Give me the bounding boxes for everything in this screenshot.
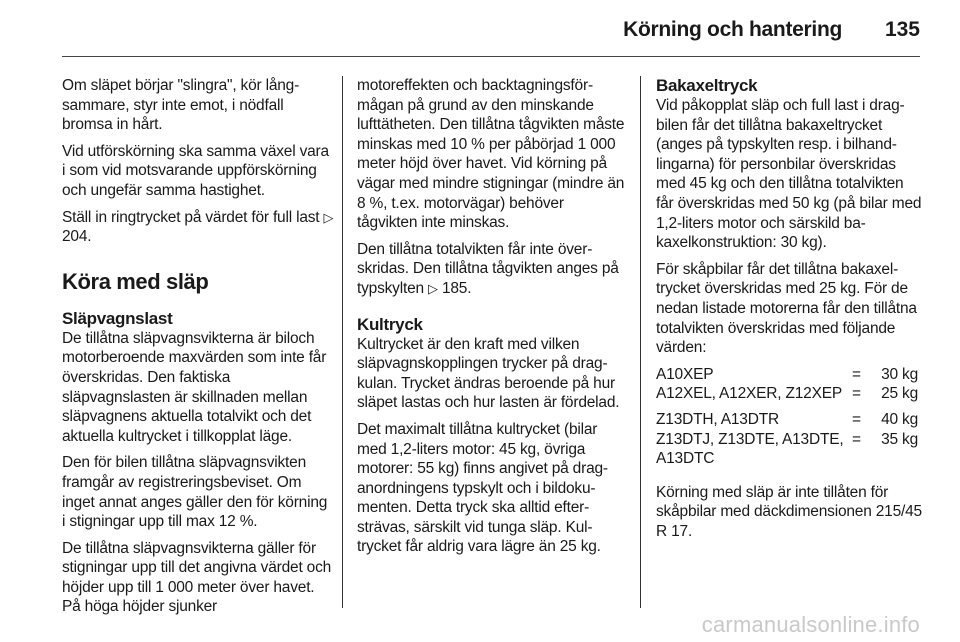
header-divider bbox=[62, 56, 920, 57]
engine-model: A10XEP bbox=[656, 365, 714, 383]
column-divider bbox=[640, 76, 641, 608]
paragraph-text: . bbox=[87, 228, 92, 246]
paragraph: Vid utförskörning ska samma växel vara i som vid motsvarande uppförskörning och ungefär samma hastighet. bbox=[62, 142, 329, 199]
equals-sign: = bbox=[852, 430, 861, 448]
subsection-heading: Kultryck bbox=[357, 314, 423, 334]
paragraph: Körning med släp är inte tillåten för skåpbilar med däckdimensionen 215/45 R 17. bbox=[656, 483, 922, 540]
paragraph bbox=[62, 208, 334, 247]
page-reference-link[interactable]: 204 bbox=[62, 228, 88, 246]
paragraph: motoreffekten och backtagningsförmågan på grund av den minskande lufttätheten. Den tillåtna tågvikten måste minskas med 10 % per påbörjad 1 000 meter höjd över havet. Vid körning på vägar med mindre stigningar (mindre än 8 %, t.ex. motorvägar) behöver tågvikten inte minskas. bbox=[357, 77, 625, 232]
section-heading: Köra med släp bbox=[62, 268, 209, 294]
watermark: carmanualsonline.info bbox=[701, 612, 920, 637]
page-number: 135 bbox=[884, 18, 920, 41]
weight-value: 35 kg bbox=[881, 430, 918, 448]
table-row bbox=[656, 430, 918, 469]
engine-model: Z13DTH, A13DTR bbox=[656, 410, 779, 428]
table-row bbox=[656, 404, 918, 430]
paragraph: Kultrycket är den kraft med vilken släpvagnskopplingen trycker på dragkulan. Trycket ändras beroende på hur släpet lastas och hur lasten är fördelad. bbox=[357, 335, 620, 412]
paragraph-text: Den tillåtna totalvikten får inte överskridas. Den tillåtna tågvikten anges på typskylten bbox=[357, 240, 619, 297]
subsection-heading: Bakaxeltryck bbox=[656, 76, 758, 95]
page-reference-link[interactable]: 185 bbox=[441, 279, 468, 297]
paragraph-text: Ställ in ringtrycket på värdet för full last bbox=[62, 208, 324, 226]
weight-value: 40 kg bbox=[881, 410, 918, 428]
table-row bbox=[656, 384, 918, 404]
equals-sign: = bbox=[852, 385, 861, 403]
subsection-heading: Släpvagnslast bbox=[62, 308, 173, 328]
engine-model: Z13DTJ, Z13DTE, A13DTE, A13DTC bbox=[656, 430, 844, 468]
engine-model: A12XEL, A12XER, Z12XEP bbox=[656, 385, 843, 403]
paragraph: Om släpet börjar "slingra", kör långsammare, styr inte emot, i nödfall bromsa in hårt. bbox=[62, 77, 300, 134]
paragraph: Den för bilen tillåtna släpvagnsvikten framgår av registreringsbeviset. Om inget annat anges gäller den för körning i stigningar upp till max 12 %. bbox=[62, 454, 328, 531]
column-middle bbox=[357, 76, 627, 564]
page-reference-arrow-icon: ▷ bbox=[323, 209, 334, 225]
paragraph: De tillåtna släpvagnsvikterna är biloch motorberoende maxvärden som inte får överskridas. Den faktiska släpvagnslasten är skillnaden mellan släpvagnens aktuella totalvikt och det aktuella kultrycket i tillkopplat läge. bbox=[62, 329, 327, 445]
paragraph-text: . bbox=[467, 279, 472, 297]
paragraph: Det maximalt tillåtna kultrycket (bilar med 1,2-liters motor: 45 kg, övriga motorer: 55 kg) finns angivet på draganordningens typskylt och i bildokumenten. Detta tryck ska alltid eftersträvas, särskilt vid tunga släp. Kultrycket får aldrig vara lägre än 25 kg. bbox=[357, 420, 609, 556]
paragraph bbox=[357, 240, 627, 299]
column-divider bbox=[342, 76, 343, 608]
page-reference-arrow-icon: ▷ bbox=[428, 280, 438, 296]
paragraph: De tillåtna släpvagnsvikterna gäller för stigningar upp till det angivna värdet och höjder upp till 1 000 meter över havet. På höga höjder sjunker bbox=[62, 539, 332, 616]
table-row bbox=[656, 365, 918, 385]
weight-value: 25 kg bbox=[881, 385, 918, 403]
page-header bbox=[0, 0, 960, 58]
weight-value: 30 kg bbox=[881, 365, 918, 383]
page-title: Körning och hantering bbox=[623, 18, 842, 41]
column-left bbox=[62, 76, 334, 624]
equals-sign: = bbox=[852, 410, 861, 428]
paragraph: Vid påkopplat släp och full last i dragbilen får det tillåtna bakaxeltrycket (anges på typskylten resp. i bilhandlingarna) för personbilar överskridas med 45 kg och den tillåtna totalvikten får överskridas med 50 kg (på bilar med 1,2-liters motor och särskild bakaxelkonstruktion: 30 kg). bbox=[656, 97, 922, 252]
weight-limit-table bbox=[656, 365, 918, 469]
equals-sign: = bbox=[852, 365, 861, 383]
column-right bbox=[656, 76, 922, 548]
paragraph: För skåpbilar får det tillåtna bakaxeltrycket överskridas med 25 kg. För de nedan listade motorerna får den tillåtna totalvikten överskridas med följande värden: bbox=[656, 260, 917, 357]
